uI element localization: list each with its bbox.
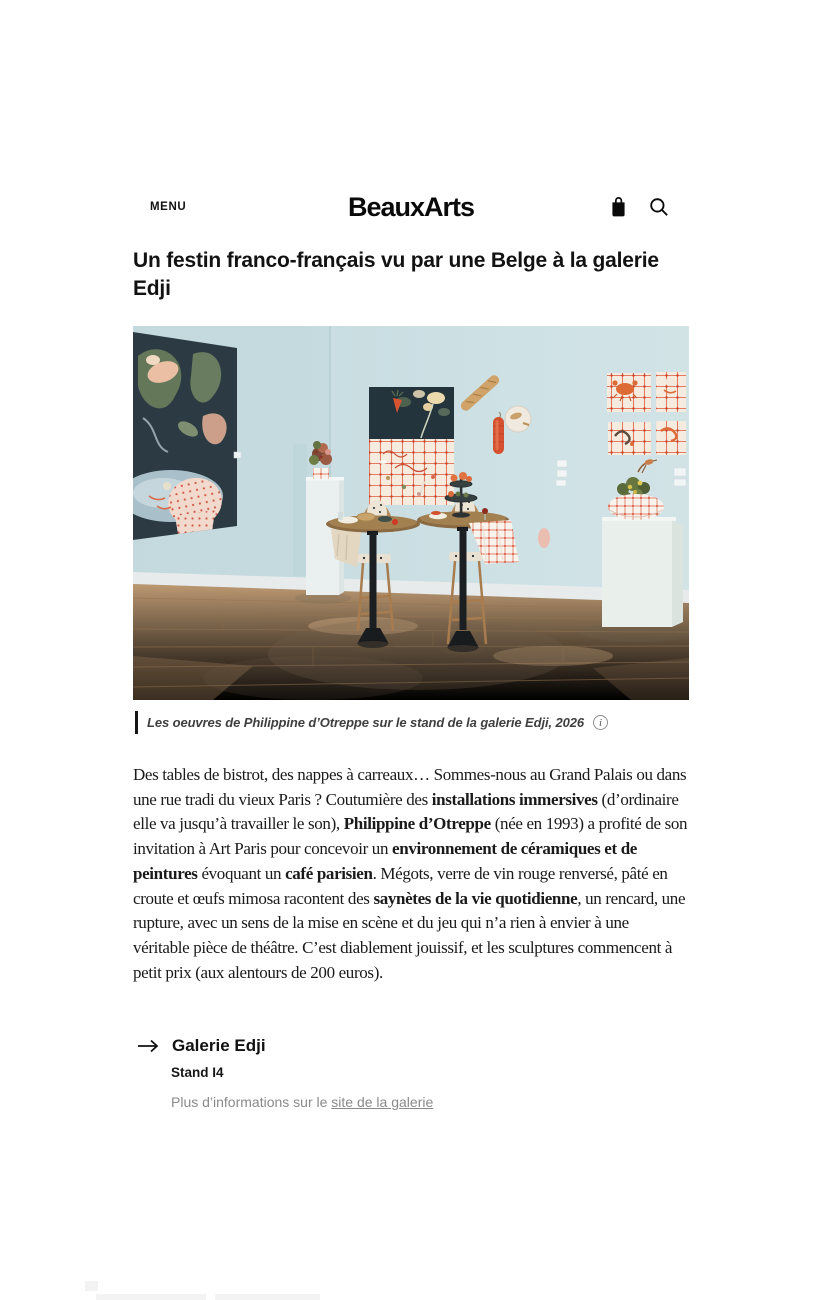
left-painting <box>133 332 237 540</box>
gallery-site-link[interactable]: site de la galerie <box>331 1094 434 1110</box>
shopping-bag-icon[interactable] <box>609 195 628 218</box>
next-section-remnant <box>215 1294 320 1300</box>
site-header <box>133 192 689 226</box>
header-icons <box>609 195 669 218</box>
arrow-right-icon <box>137 1039 160 1053</box>
article-body: Des tables de bistrot, des nappes à carreaux… Sommes-nous au Grand Palais ou dans une rue tradi du vieux Paris ? Coutumière des installations immersives (d’ordinaire elle va jusqu’à travailler le son), Philippine d’Otreppe (née en 1993) a profité de son invitation à Art Paris pour concevoir un environnement de céramiques et de peintures évoquant un café parisien. Mégots, verre de vin rouge renversé, pâté en croute et œufs mimosa racontent des saynètes de la vie quotidienne, un rencard, une rupture, avec un sens de la mise en scène et du jeu qui n’a rien à envier à une véritable pièce de théâtre. C’est diablement jouissif, et les sculptures commencent à petit prix (aux alentours de 200 euros). <box>133 765 688 982</box>
gallery-photo <box>133 326 689 700</box>
more-info-text <box>171 1094 617 1110</box>
gallery-info-block <box>137 1036 617 1110</box>
wall-plate <box>505 406 531 432</box>
site-logo[interactable]: BeauxArts <box>347 192 475 222</box>
info-icon[interactable]: i <box>593 715 608 730</box>
more-info-prefix: Plus d’informations sur le <box>171 1094 332 1110</box>
next-section-remnant <box>85 1281 98 1291</box>
center-painting <box>369 387 454 505</box>
next-section-remnant <box>96 1294 206 1300</box>
stand-label: Stand I4 <box>171 1065 224 1080</box>
hero-image <box>133 326 689 700</box>
caption-bar <box>135 711 138 734</box>
image-caption <box>135 711 689 734</box>
article-title: Un festin franco-français vu par une Belge à la galerie Edji <box>133 249 659 300</box>
menu-button[interactable]: MENU <box>150 201 187 213</box>
search-icon[interactable] <box>649 197 669 217</box>
caption-text: Les oeuvres de Philippine d’Otreppe sur le stand de la galerie Edji, 2026 <box>147 715 585 730</box>
gallery-name-link[interactable]: Galerie Edji <box>172 1036 266 1055</box>
